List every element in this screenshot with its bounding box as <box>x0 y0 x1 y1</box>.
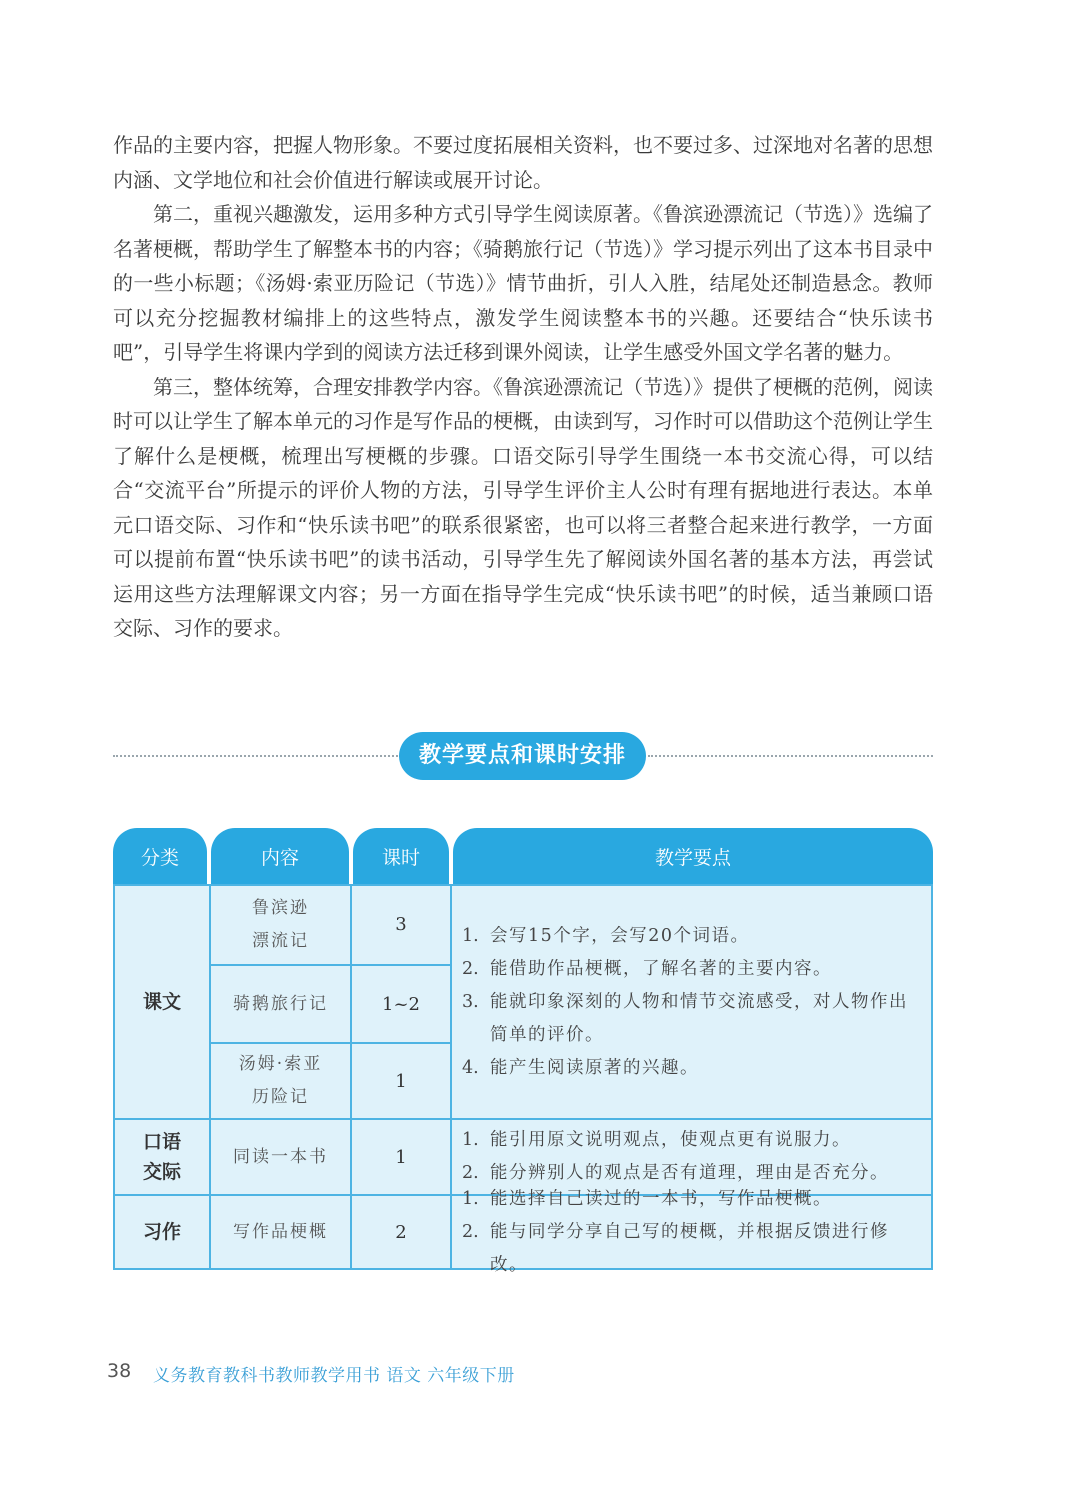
book-title: 义务教育教科书教师教学用书 语文 六年级下册 <box>153 1366 515 1386</box>
kouyu-content: 同读一本书 <box>233 1146 328 1167</box>
list-item <box>462 1052 919 1085</box>
lesson-content-3: 汤姆·索亚 历险记 <box>238 1054 323 1107</box>
dotted-rule-right <box>648 755 933 757</box>
item-number: 1. <box>462 1188 479 1209</box>
category-xizuo: 习作 <box>142 1221 181 1243</box>
item-number: 2. <box>462 958 479 979</box>
lesson-hours-3: 1 <box>395 1070 407 1092</box>
header-category: 分类 <box>113 828 207 885</box>
list-item <box>462 986 919 1052</box>
item-text: 会写15个字，会写20个词语。 <box>490 925 750 946</box>
lesson-content-2: 骑鹅旅行记 <box>233 993 328 1014</box>
list-item <box>462 920 919 953</box>
list-item <box>462 1216 919 1282</box>
item-number: 1. <box>462 925 479 946</box>
item-text: 能借助作品梗概，了解名著的主要内容。 <box>490 958 832 979</box>
header-hours: 课时 <box>353 828 449 885</box>
paragraph-2: 第二，重视兴趣激发，运用多种方式引导学生阅读原著。《鲁滨逊漂流记（节选）》选编了名著梗概，帮助学生了解整本书的内容；《骑鹅旅行记（节选）》学习提示列出了这本书目录中的一些小标题；《汤姆·索亚历险记（节选）》情节曲折，引人入胜，结尾处还制造悬念。教师可以充分挖掘教材编排上的这些特点，激发学生阅读整本书的兴趣。还要结合“快乐读书吧”，引导学生将课内学到的阅读方法迁移到课外阅读，让学生感受外国文学名著的魅力。 <box>113 202 933 364</box>
xizuo-points-list <box>462 1183 919 1282</box>
lesson-hours-1: 3 <box>395 914 407 935</box>
item-text: 能选择自己读过的一本书，写作品梗概。 <box>490 1188 832 1209</box>
item-number: 2. <box>462 1221 479 1242</box>
kewen-points-list <box>462 920 919 1085</box>
lesson-hours-2: 1~2 <box>382 993 420 1015</box>
item-text: 能就印象深刻的人物和情节交流感受，对人物作出简单的评价。 <box>490 991 908 1045</box>
item-number: 1. <box>462 1130 479 1150</box>
paragraph-1: 作品的主要内容，把握人物形象。不要过度拓展相关资料，也不要过多、过深地对名著的思想内涵、文学地位和社会价值进行解读或展开讨论。 <box>113 133 933 192</box>
item-number: 2. <box>462 1163 479 1183</box>
lesson-content-1: 鲁滨逊 漂流记 <box>252 898 309 951</box>
item-text: 能与同学分享自己写的梗概，并根据反馈进行修改。 <box>490 1221 889 1275</box>
list-item <box>462 953 919 986</box>
section-heading <box>113 732 933 780</box>
xizuo-content: 写作品梗概 <box>233 1221 328 1242</box>
teaching-table <box>113 828 933 1275</box>
kewen-key-points <box>452 886 931 1118</box>
body-text <box>113 128 933 646</box>
section-title: 教学要点和课时安排 <box>399 732 646 780</box>
list-item <box>462 1124 889 1157</box>
paragraph-3: 第三，整体统筹，合理安排教学内容。《鲁滨逊漂流记（节选）》提供了梗概的范例，阅读时可以让学生了解本单元的习作是写作品的梗概，由读到写，习作时可以借助这个范例让学生了解什么是梗概，梳理出写梗概的步骤。口语交际引导学生围绕一本书交流心得，可以结合“交流平台”所提示的评价人物的方法，引导学生评价主人公时有理有据地进行表达。本单元口语交际、习作和“快乐读书吧”的联系很紧密，也可以将三者整合起来进行教学，一方面可以提前布置“快乐读书吧”的读书活动，引导学生先了解阅读外国名著的基本方法，再尝试运用这些方法理解课文内容；另一方面在指导学生完成“快乐读书吧”的时候，适当兼顾口语交际、习作的要求。 <box>113 374 933 640</box>
kouyu-hours: 1 <box>395 1146 407 1168</box>
list-item <box>462 1183 919 1216</box>
item-text: 能分辨别人的观点是否有道理，理由是否充分。 <box>490 1163 889 1183</box>
kouyu-points-list <box>462 1124 889 1190</box>
page-number: 38 <box>107 1360 132 1382</box>
item-text: 能产生阅读原著的兴趣。 <box>490 1057 699 1078</box>
item-number: 4. <box>462 1057 479 1078</box>
item-number: 3. <box>462 991 479 1012</box>
xizuo-hours: 2 <box>395 1221 407 1243</box>
category-kouyu: 口语 交际 <box>142 1131 181 1183</box>
header-content: 内容 <box>211 828 349 885</box>
table-body <box>113 884 933 1275</box>
header-key-points: 教学要点 <box>453 828 933 885</box>
dotted-rule-left <box>113 755 398 757</box>
xizuo-key-points <box>452 1188 931 1275</box>
category-kewen: 课文 <box>142 991 181 1013</box>
item-text: 能引用原文说明观点，使观点更有说服力。 <box>490 1130 851 1150</box>
